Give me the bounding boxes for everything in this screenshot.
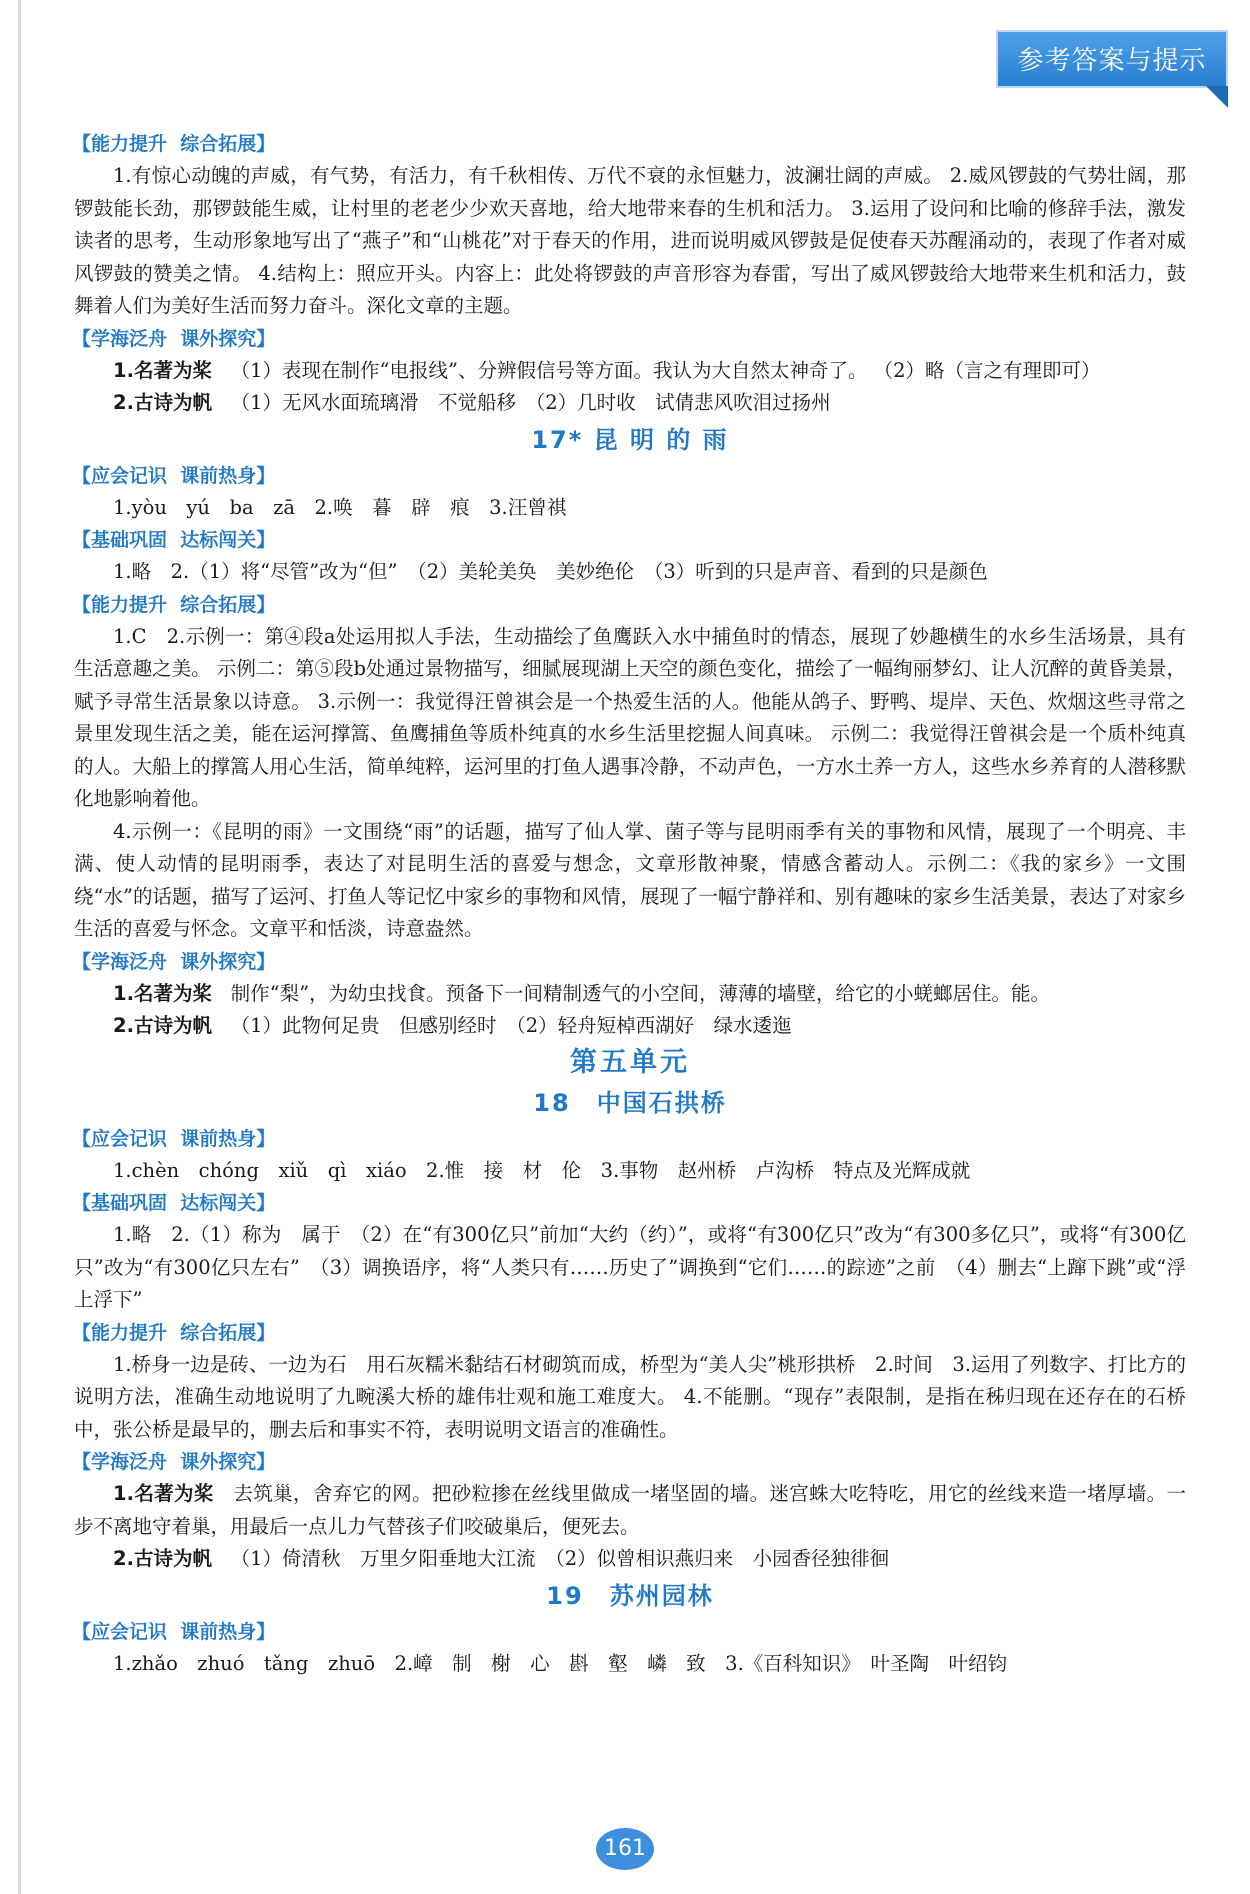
para-9 <box>74 1010 1186 1043</box>
sec-ability-1 <box>72 128 1186 160</box>
item-label: 2.古诗为帆 <box>113 391 212 414</box>
section-label-part: 【应会记识 <box>72 464 168 487</box>
item-text: 制作“梨”，为幼虫找食。预备下一间精制透气的小空间，薄薄的墙壁，给它的小蜣螂居住。能。 <box>230 981 1051 1005</box>
section-label-part: 综合拓展】 <box>180 133 276 155</box>
sec-memory-18 <box>72 1123 1186 1155</box>
sec-explore-18 <box>72 1446 1186 1478</box>
item-label: 2.古诗为帆 <box>113 1547 212 1570</box>
sec-memory-17 <box>72 460 1186 492</box>
unit-5-title: 第五单元 <box>570 1046 690 1078</box>
page-edge <box>18 0 21 1894</box>
para-15: 1.zhǎo zhuó tǎng zhuō 2.嶂 制 榭 心 斟 壑 嶙 致 3.《百科知识》 叶圣陶 叶绍钧 <box>113 1651 1008 1675</box>
para-5: 1.略 2.（1）将“尽管”改为“但” （2）美轮美奂 美妙绝伦 （3）听到的只是声音、看到的只是颜色 <box>113 560 988 583</box>
section-label-part: 【应会记识 <box>72 1127 168 1150</box>
para-8 <box>74 978 1186 1011</box>
item-text: （1）此物何足贵 但感别经时 （2）轻舟短棹西湖好 绿水逶迤 <box>230 1014 792 1037</box>
item-label: 1.名著为桨 <box>113 358 212 382</box>
section-label-part: 综合拓展】 <box>180 1321 276 1344</box>
sec-ability-17 <box>72 589 1186 621</box>
lesson-19-title: 19 苏州园林 <box>546 1581 714 1610</box>
section-label-part: 达标闯关】 <box>180 1192 276 1214</box>
para-2 <box>74 355 1186 388</box>
section-label-part: 达标闯关】 <box>180 529 276 551</box>
sec-memory-19 <box>72 1616 1186 1648</box>
item-text: （1）无风水面琉璃滑 不觉船移 （2）几时收 试倩悲风吹泪过扬州 <box>230 391 831 414</box>
item-label: 2.古诗为帆 <box>113 1014 212 1037</box>
section-label-part: 课前热身】 <box>180 1127 276 1150</box>
para-10: 1.chèn chóng xiǔ qì xiáo 2.惟 接 材 伦 3.事物 赵州桥 卢沟桥 特点及光辉成就 <box>113 1158 971 1182</box>
para-1: 1.有惊心动魄的声威，有气势，有活力，有千秋相传、万代不衰的永恒魅力，波澜壮阔的声威。 2.威风锣鼓的气势壮阔，那锣鼓能长劲，那锣鼓能生威，让村里的老老少少欢天喜地，给大地带来春的生机和活力。 3.运用了设问和比喻的修辞手法，激发读者的思考，生动形象地写出了“燕子”和“山桃花”对于春天的作用，进而说明威风锣鼓是促使春天苏醒涌动的，表现了作者对威风锣鼓的赞美之情。 4.结构上：照应开头。内容上：此处将锣鼓的声音形容为春雷，写出了威风锣鼓给大地带来生机和活力，鼓舞着人们为美好生活而努力奋斗。深化文章的主题。 <box>74 164 1186 317</box>
page-number: 161 <box>596 1828 654 1870</box>
item-label: 1.名著为桨 <box>113 981 212 1005</box>
section-label-part: 课外探究】 <box>180 327 276 350</box>
para-7: 4.示例一：《昆明的雨》一文围绕“雨”的话题，描写了仙人掌、菌子等与昆明雨季有关的事物和风情，展现了一个明亮、丰满、使人动情的昆明雨季，表达了对昆明生活的喜爱与想念，文章形散神聚，情感含蓄动人。示例二：《我的家乡》一文围绕“水”的话题，描写了运河、打鱼人等记忆中家乡的事物和风情，展现了一幅宁静祥和、别有趣味的家乡生活美景，表达了对家乡生活的喜爱与怀念。文章平和恬淡，诗意盎然。 <box>74 819 1186 940</box>
para-3 <box>74 387 1186 420</box>
para-11: 1.略 2.（1）称为 属于 （2）在“有300亿只”前加“大约（约）”，或将“有300亿只”改为“有300多亿只”，或将“有300亿只”改为“有300亿只左右” （3）调换语序，将“人类只有……历史了”调换到“它们……的踪迹”之前 （4）删去“上蹿下跳”或“浮上浮下” <box>74 1223 1186 1311</box>
section-label-part: 【基础巩固 <box>72 1192 168 1214</box>
lesson-17-title: 17* 昆 明 的 雨 <box>531 425 729 454</box>
answer-section-tab: 参考答案与提示 <box>996 30 1228 88</box>
section-label-part: 【能力提升 <box>72 593 168 616</box>
sec-ability-18 <box>72 1317 1186 1349</box>
para-4: 1.yòu yú ba zā 2.唤 暮 辟 痕 3.汪曾祺 <box>113 495 567 519</box>
section-label-part: 综合拓展】 <box>180 593 276 616</box>
section-label-part: 【学海泛舟 <box>72 950 168 973</box>
section-label-part: 【能力提升 <box>72 1321 168 1344</box>
section-label-part: 【能力提升 <box>72 133 168 155</box>
para-13 <box>74 1478 1186 1543</box>
sec-explore-1 <box>72 323 1186 355</box>
item-text: 去筑巢，舍弃它的网。把砂粒掺在丝线里做成一堵坚固的墙。迷宫蛛大吃特吃，用它的丝线来造一堵厚墙。一步不离地守着巢，用最后一点儿力气替孩子们咬破巢后，便死去。 <box>74 1482 1186 1538</box>
para-12: 1.桥身一边是砖、一边为石 用石灰糯米黏结石材砌筑而成，桥型为“美人尖”桃形拱桥 2.时间 3.运用了列数字、打比方的说明方法，准确生动地说明了九畹溪大桥的雄伟壮观和施工难度大。 4.不能删。“现存”表限制，是指在秭归现在还存在的石桥中，张公桥是最早的，删去后和事实不符，表明说明文语言的准确性。 <box>74 1352 1186 1441</box>
item-text: （1）表现在制作“电报线”、分辨假信号等方面。我认为大自然太神奇了。 （2）略（言之有理即可） <box>230 358 1101 382</box>
section-label-part: 【基础巩固 <box>72 529 168 551</box>
section-label-part: 课外探究】 <box>180 1451 276 1473</box>
sec-basic-18 <box>72 1187 1186 1219</box>
para-6: 1.C 2.示例一：第④段a处运用拟人手法，生动描绘了鱼鹰跃入水中捕鱼时的情态，展现了妙趣横生的水乡生活场景，具有生活意趣之美。 示例二：第⑤段b处通过景物描写，细腻展现湖上天空的颜色变化，描绘了一幅绚丽梦幻、让人沉醉的黄昏美景，赋予寻常生活景象以诗意。 3.示例一：我觉得汪曾祺会是一个热爱生活的人。他能从鸽子、野鸭、堤岸、天色、炊烟这些寻常之景里发现生活之美，能在运河撑篙、鱼鹰捕鱼等质朴纯真的水乡生活里挖掘人间真味。 示例二：我觉得汪曾祺会是一个质朴纯真的人。大船上的撑篙人用心生活，简单纯粹，运河里的打鱼人遇事冷静，不动声色，一方水土养一方人，这些水乡养育的人潜移默化地影响着他。 <box>74 624 1186 810</box>
para-14 <box>74 1543 1186 1576</box>
item-text: （1）倚清秋 万里夕阳垂地大江流 （2）似曾相识燕归来 小园香径独徘徊 <box>230 1547 890 1570</box>
section-label-part: 【学海泛舟 <box>72 327 168 350</box>
sec-explore-17 <box>72 946 1186 978</box>
lesson-18-title: 18 中国石拱桥 <box>533 1088 727 1117</box>
section-label-part: 【应会记识 <box>72 1620 168 1643</box>
sec-basic-17 <box>72 524 1186 556</box>
answer-content <box>74 128 1186 1680</box>
section-label-part: 【学海泛舟 <box>72 1451 168 1473</box>
section-label-part: 课外探究】 <box>180 950 276 973</box>
section-label-part: 课前热身】 <box>180 464 276 487</box>
section-label-part: 课前热身】 <box>180 1620 276 1643</box>
item-label: 1.名著为桨 <box>113 1482 214 1505</box>
